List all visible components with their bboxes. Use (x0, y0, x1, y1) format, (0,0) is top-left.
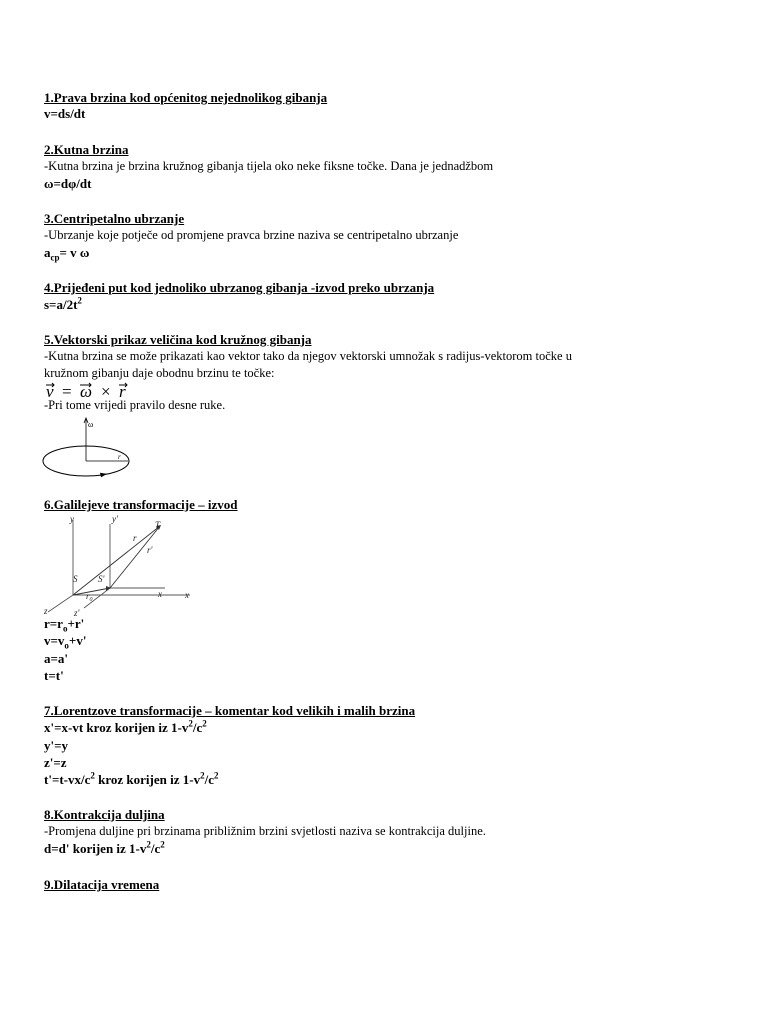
section-4-heading: 4.Prijeđeni put kod jednoliko ubrzanog gibanja -izvod preko ubrzanja (44, 280, 435, 295)
vector-r0 (73, 588, 110, 595)
section-7-formula-1: x'=x-vt kroz korijen iz $1-v^2/c^2$ (44, 718, 207, 735)
section-3-heading: 3.Centripetalno ubrzanje (44, 211, 185, 226)
section-3-text: -Ubrzanje koje potječe od promjene pravca brzine naziva se centripetalno ubrzanje (44, 228, 459, 242)
section-6-formula-4: t=t' (44, 668, 64, 683)
vector-r (73, 526, 160, 595)
section-8-heading: 8.Kontrakcija duljina (44, 807, 165, 822)
section-7-formula-2: y'=y (44, 738, 69, 753)
label-S-prime: S' (98, 574, 105, 584)
section-5-text-line3: -Pri tome vrijedi pravilo desne ruke. (44, 398, 226, 412)
vector-omega: ω (80, 382, 93, 401)
label-r0: $r_0$ (86, 591, 93, 603)
vector-cross: × (101, 382, 111, 401)
vector-r: r (119, 382, 126, 401)
z-axis (48, 595, 73, 612)
label-T: T (155, 520, 161, 530)
section-2-heading: 2.Kutna brzina (44, 142, 129, 157)
section-7-formula-4: $t'=t-vx/c^2$ kroz korijen iz $1-v^2/c^2$ (44, 770, 219, 787)
section-7-heading: 7.Lorentzove transformacije – komentar kod velikih i malih brzina (44, 703, 416, 718)
label-x-second: x (185, 590, 189, 600)
section-7-formula-3: z'=z (44, 755, 67, 770)
section-6-heading: 6.Galilejeve transformacije – izvod (44, 497, 238, 512)
label-x: x (158, 589, 162, 599)
galilean-frames-diagram (40, 512, 195, 618)
label-z: z (44, 606, 48, 616)
section-6-formula-3: a=a' (44, 651, 69, 666)
label-y-prime: y' (112, 514, 118, 524)
section-8-text: -Promjena duljine pri brzinama približnim brzini svjetlosti naziva se kontrakcija duljine. (44, 824, 486, 838)
omega-label: ω (88, 420, 94, 429)
section-1-formula: v=ds/dt (44, 106, 86, 121)
section-6-formula-1: $r=r_o+r'$ (44, 616, 85, 634)
section-9-heading: 9.Dilatacija vremena (44, 877, 160, 892)
section-1-heading: 1.Prava brzina kod općenitog nejednolikog gibanja (44, 90, 328, 105)
section-5-text-line2: kružnom gibanju daje obodnu brzinu te točke: (44, 366, 275, 380)
label-S: S (73, 574, 78, 584)
section-3-formula: $a_{cp}= v$ ω (44, 245, 90, 263)
label-y: y (70, 514, 74, 524)
label-z-prime: z' (74, 608, 80, 618)
section-2-formula: ω=dφ/dt (44, 176, 92, 191)
label-r: r (133, 533, 137, 543)
section-5-text-line1: -Kutna brzina se može prikazati kao vektor tako da njegov vektorski umnožak s radijus-vektorom točke u (44, 349, 572, 363)
section-4-formula: $s=a/2t^2$ (44, 295, 82, 312)
section-8-formula: d=d' korijen iz $1-v^2/c^2$ (44, 839, 165, 856)
vector-v: v (46, 382, 54, 401)
label-r-prime: r' (147, 545, 153, 555)
section-2-text: -Kutna brzina je brzina kružnog gibanja tijela oko neke fiksne točke. Dana je jednadžbom (44, 159, 494, 173)
right-hand-rule-diagram (40, 415, 134, 481)
rotation-arrow (100, 473, 106, 477)
vector-equals: = (62, 382, 72, 401)
r-label: r (118, 453, 121, 461)
section-6-formula-2: $v=v_o+v'$ (44, 633, 87, 651)
section-5-heading: 5.Vektorski prikaz veličina kod kružnog gibanja (44, 332, 312, 347)
